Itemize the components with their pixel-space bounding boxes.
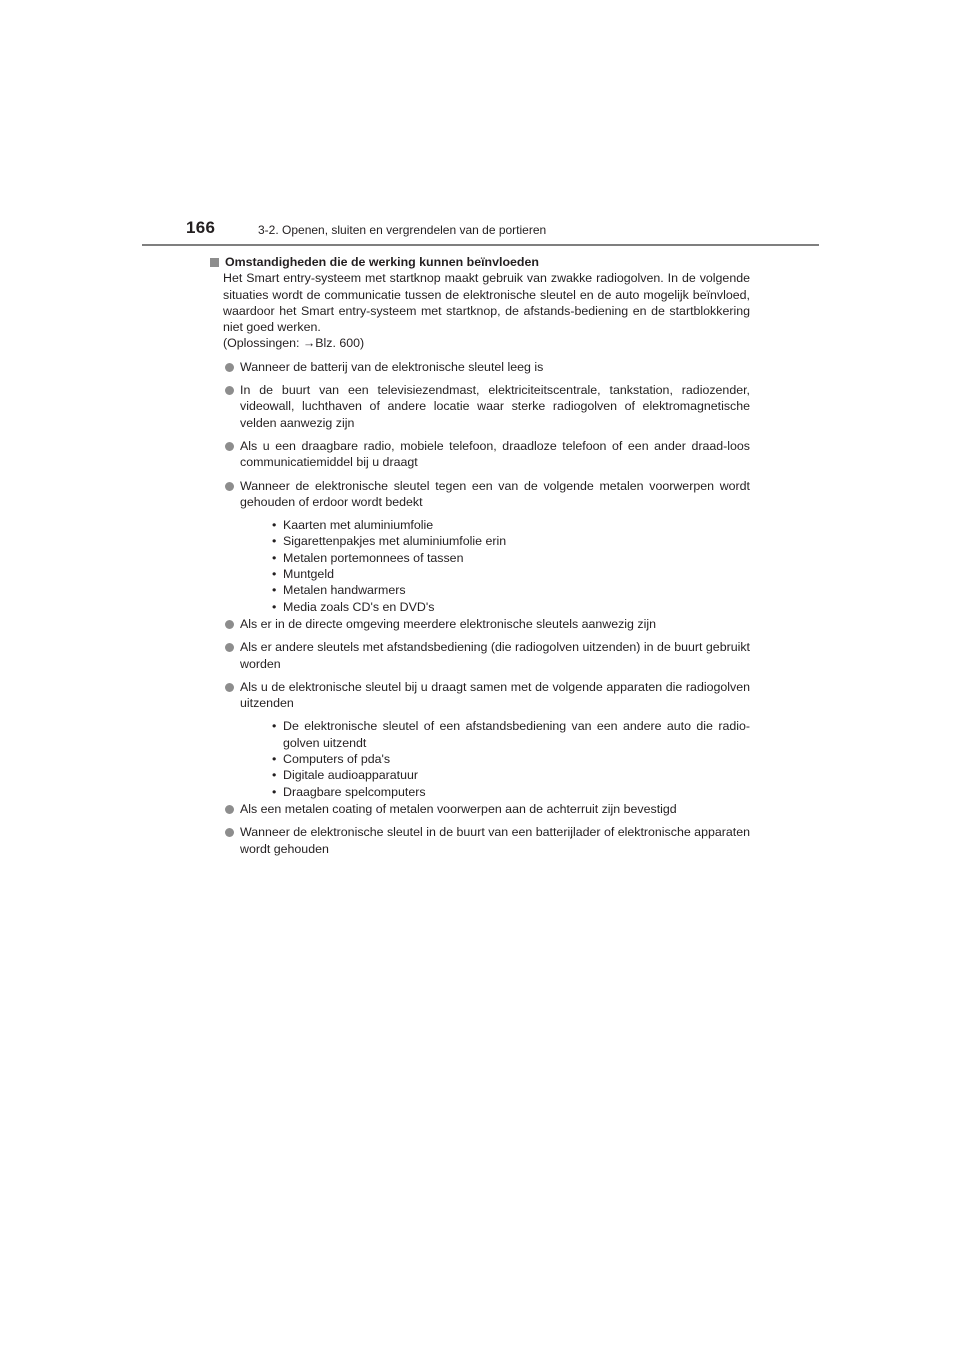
list-item-text: Als een metalen coating of metalen voorwerpen aan de achterruit zijn bevestigd (240, 801, 677, 816)
circle-bullet-icon (225, 363, 234, 372)
sub-list-item (240, 517, 750, 533)
sub-bullet-icon: • (272, 518, 277, 533)
chapter-title: 3-2. Openen, sluiten en vergrendelen van de portieren (258, 223, 547, 237)
sub-list-item (240, 582, 750, 598)
list-item-text: Wanneer de elektronische sleutel tegen een van de volgende metalen voorwerpen wordt gehouden of erdoor wordt bedekt (240, 478, 750, 509)
circle-bullet-icon (225, 643, 234, 652)
sub-list-item-text: Digitale audioapparatuur (283, 768, 419, 783)
sub-list-item-text: Kaarten met aluminiumfolie (283, 518, 434, 533)
sub-list-item (240, 767, 750, 783)
sub-list-item-text: De elektronische sleutel of een afstandsbediening van een andere auto die radio-golven uitzendt (283, 719, 750, 750)
section-heading (210, 254, 750, 270)
sub-bullet-icon: • (272, 768, 277, 783)
sub-bullet-icon: • (272, 567, 277, 582)
sub-list (240, 517, 750, 615)
sub-list-item-text: Draagbare spelcomputers (283, 784, 426, 799)
page-content (210, 254, 750, 857)
sub-list-item-text: Sigarettenpakjes met aluminiumfolie erin (283, 534, 507, 549)
circle-bullet-icon (225, 805, 234, 814)
list-item-text: Als u de elektronische sleutel bij u draagt samen met de volgende apparaten die radiogolven uitzenden (240, 679, 750, 711)
solutions-reference: (Oplossingen: →Blz. 600) (223, 336, 365, 351)
condition-list (210, 359, 750, 857)
sub-list-item-text: Muntgeld (283, 567, 334, 582)
list-item-text: Wanneer de elektronische sleutel in de buurt van een batterijlader of elektronische apparaten wordt gehouden (240, 825, 750, 856)
sub-list-item (240, 550, 750, 566)
list-item (210, 359, 750, 375)
sub-list-item (240, 599, 750, 615)
sub-bullet-icon: • (272, 583, 277, 598)
header-divider (142, 244, 819, 246)
sub-bullet-icon: • (272, 599, 277, 614)
sub-list-item (240, 566, 750, 582)
list-item (210, 679, 750, 800)
sub-bullet-icon: • (272, 784, 277, 799)
list-item (210, 801, 750, 817)
list-item (210, 478, 750, 615)
list-item (210, 616, 750, 632)
sub-list-item (240, 533, 750, 549)
sub-list-item (240, 784, 750, 800)
sub-bullet-icon: • (272, 550, 277, 565)
list-item (210, 438, 750, 471)
sub-bullet-icon: • (272, 534, 277, 549)
sub-list (240, 718, 750, 799)
list-item-text: Als u een draagbare radio, mobiele telefoon, draadloze telefoon of een ander draad-loos communicatiemiddel bij u draagt (240, 438, 750, 470)
list-item-text: In de buurt van een televisiezendmast, elektriciteitscentrale, tankstation, radiozender, videowall, luchthaven of andere locatie waar sterke radiogolven of elektromagnetische velden aanwezig zijn (240, 383, 750, 430)
page-number: 166 (186, 218, 216, 237)
sub-list-item-text: Metalen handwarmers (283, 583, 406, 598)
circle-bullet-icon (225, 683, 234, 692)
sub-list-item (240, 751, 750, 767)
sub-list-item (240, 718, 750, 751)
circle-bullet-icon (225, 386, 234, 395)
intro-paragraph (223, 270, 750, 351)
circle-bullet-icon (225, 620, 234, 629)
list-item-text: Wanneer de batterij van de elektronische sleutel leeg is (240, 359, 544, 374)
circle-bullet-icon (225, 482, 234, 491)
sub-list-item-text: Metalen portemonnees of tassen (283, 550, 464, 565)
sub-list-item-text: Computers of pda's (283, 752, 391, 767)
list-item (210, 824, 750, 857)
circle-bullet-icon (225, 442, 234, 451)
section-heading-text: Omstandigheden die de werking kunnen beïnvloeden (225, 255, 539, 269)
sub-list-item-text: Media zoals CD's en DVD's (283, 599, 435, 614)
list-item-text: Als er andere sleutels met afstandsbediening (die radiogolven uitzenden) in de buurt gebruikt worden (240, 640, 750, 671)
sub-bullet-icon: • (272, 719, 277, 734)
sub-bullet-icon: • (272, 752, 277, 767)
list-item (210, 382, 750, 431)
intro-text: Het Smart entry-systeem met startknop maakt gebruik van zwakke radiogolven. In de volgende situaties wordt de communicatie tussen de elektronische sleutel en de auto mogelijk beïnvloed, waardoor het Smart entry-systeem met startknop, de afstands-bediening en de startblokkering niet goed werken. (223, 271, 750, 335)
list-item (210, 639, 750, 672)
square-bullet-icon (210, 258, 219, 267)
circle-bullet-icon (225, 828, 234, 837)
list-item-text: Als er in de directe omgeving meerdere elektronische sleutels aanwezig zijn (240, 616, 656, 631)
